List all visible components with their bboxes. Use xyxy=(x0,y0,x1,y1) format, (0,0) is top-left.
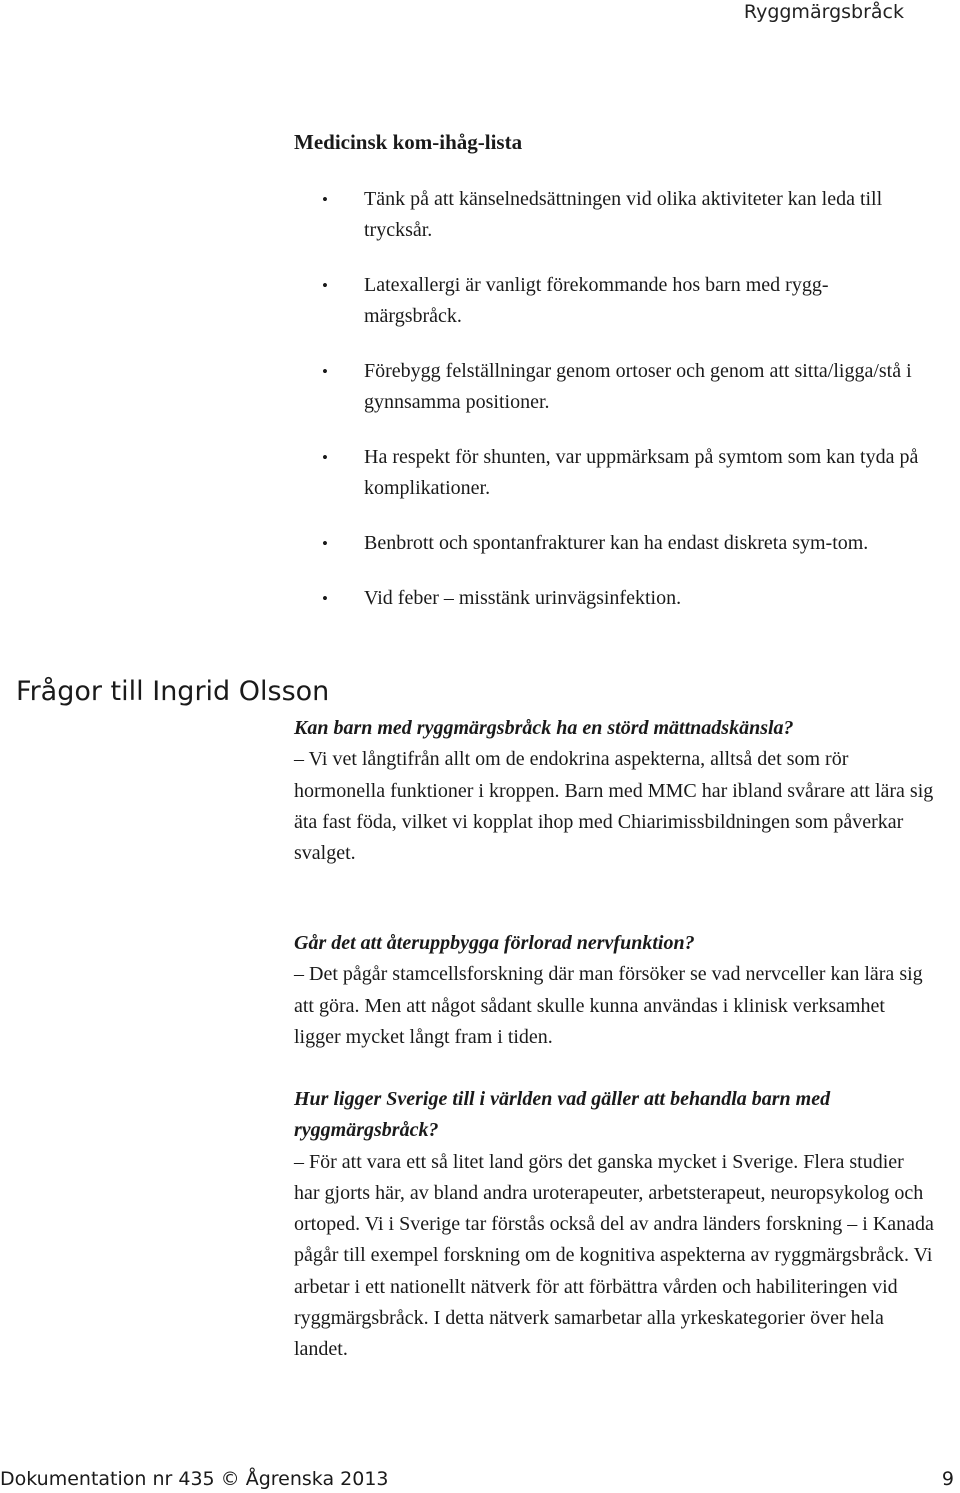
list-item-text: Latexallergi är vanligt förekommande hos barn med rygg-märgsbråck. xyxy=(364,274,829,327)
list-item-text: Tänk på att känselnedsättningen vid olika aktiviteter kan leda till trycksår. xyxy=(364,188,883,241)
answer: – Vi vet långtifrån allt om de endokrina aspekterna, alltså det som rör hormonella funktioner i kroppen. Barn med MMC har ibland svårare att lära sig äta fast föda, vilket vi kopplat ihop med Chiarimissbildningen som påverkar svalget. xyxy=(294,748,934,865)
list-item-text: Benbrott och spontanfrakturer kan ha endast diskreta sym-tom. xyxy=(364,532,869,554)
list-item xyxy=(322,583,922,614)
qa-block xyxy=(294,928,934,1053)
list-item-text: Vid feber – misstänk urinvägsinfektion. xyxy=(364,587,682,609)
question: Går det att återuppbygga förlorad nervfunktion? xyxy=(294,932,695,954)
question: Kan barn med ryggmärgsbråck ha en störd mättnadskänsla? xyxy=(294,717,794,739)
bullet-icon: • xyxy=(322,276,328,295)
bullet-icon: • xyxy=(322,190,328,209)
question: Hur ligger Sverige till i världen vad gäller att behandla barn med ryggmärgsbråck? xyxy=(294,1088,831,1142)
bullet-icon: • xyxy=(322,362,328,381)
qa-block xyxy=(294,713,934,869)
bullet-icon: • xyxy=(322,448,328,467)
checklist xyxy=(322,184,922,638)
section-heading: Frågor till Ingrid Olsson xyxy=(16,676,330,707)
checklist-heading: Medicinsk kom-ihåg-lista xyxy=(294,130,523,154)
running-header: Ryggmärgsbråck xyxy=(743,1,904,23)
list-item-text: Ha respekt för shunten, var uppmärksam på symtom som kan tyda på komplikationer. xyxy=(364,446,919,499)
list-item xyxy=(322,528,922,559)
bullet-icon: • xyxy=(322,534,328,553)
list-item-text: Förebygg felställningar genom ortoser och genom att sitta/ligga/stå i gynnsamma positioner. xyxy=(364,360,912,413)
list-item xyxy=(322,356,922,418)
footer-source: Dokumentation nr 435 © Ågrenska 2013 xyxy=(0,1468,389,1490)
bullet-icon: • xyxy=(322,589,328,608)
list-item xyxy=(322,270,922,332)
page-number: 9 xyxy=(941,1468,954,1490)
answer: – För att vara ett så litet land görs det ganska mycket i Sverige. Flera studier har gjorts här, av bland andra uroterapeuter, arbetsterapeut, neuropsykolog och ortoped. Vi i Sverige tar förstås också del av andra länders forskning – i Kanada pågår till exempel forskning om de kognitiva aspekterna av ryggmärgsbråck. Vi arbetar i ett nationellt nätverk för att förbättra vården och habiliteringen vid ryggmärgsbråck. I detta nätverk samarbetar alla yrkeskategorier över hela landet. xyxy=(294,1150,934,1361)
answer: – Det pågår stamcellsforskning där man försöker se vad nervceller kan lära sig att göra. Men att något sådant skulle kunna användas i klinisk verksamhet ligger mycket långt fram i tiden. xyxy=(294,963,923,1048)
list-item xyxy=(322,442,922,504)
qa-block xyxy=(294,1084,934,1366)
list-item xyxy=(322,184,922,246)
